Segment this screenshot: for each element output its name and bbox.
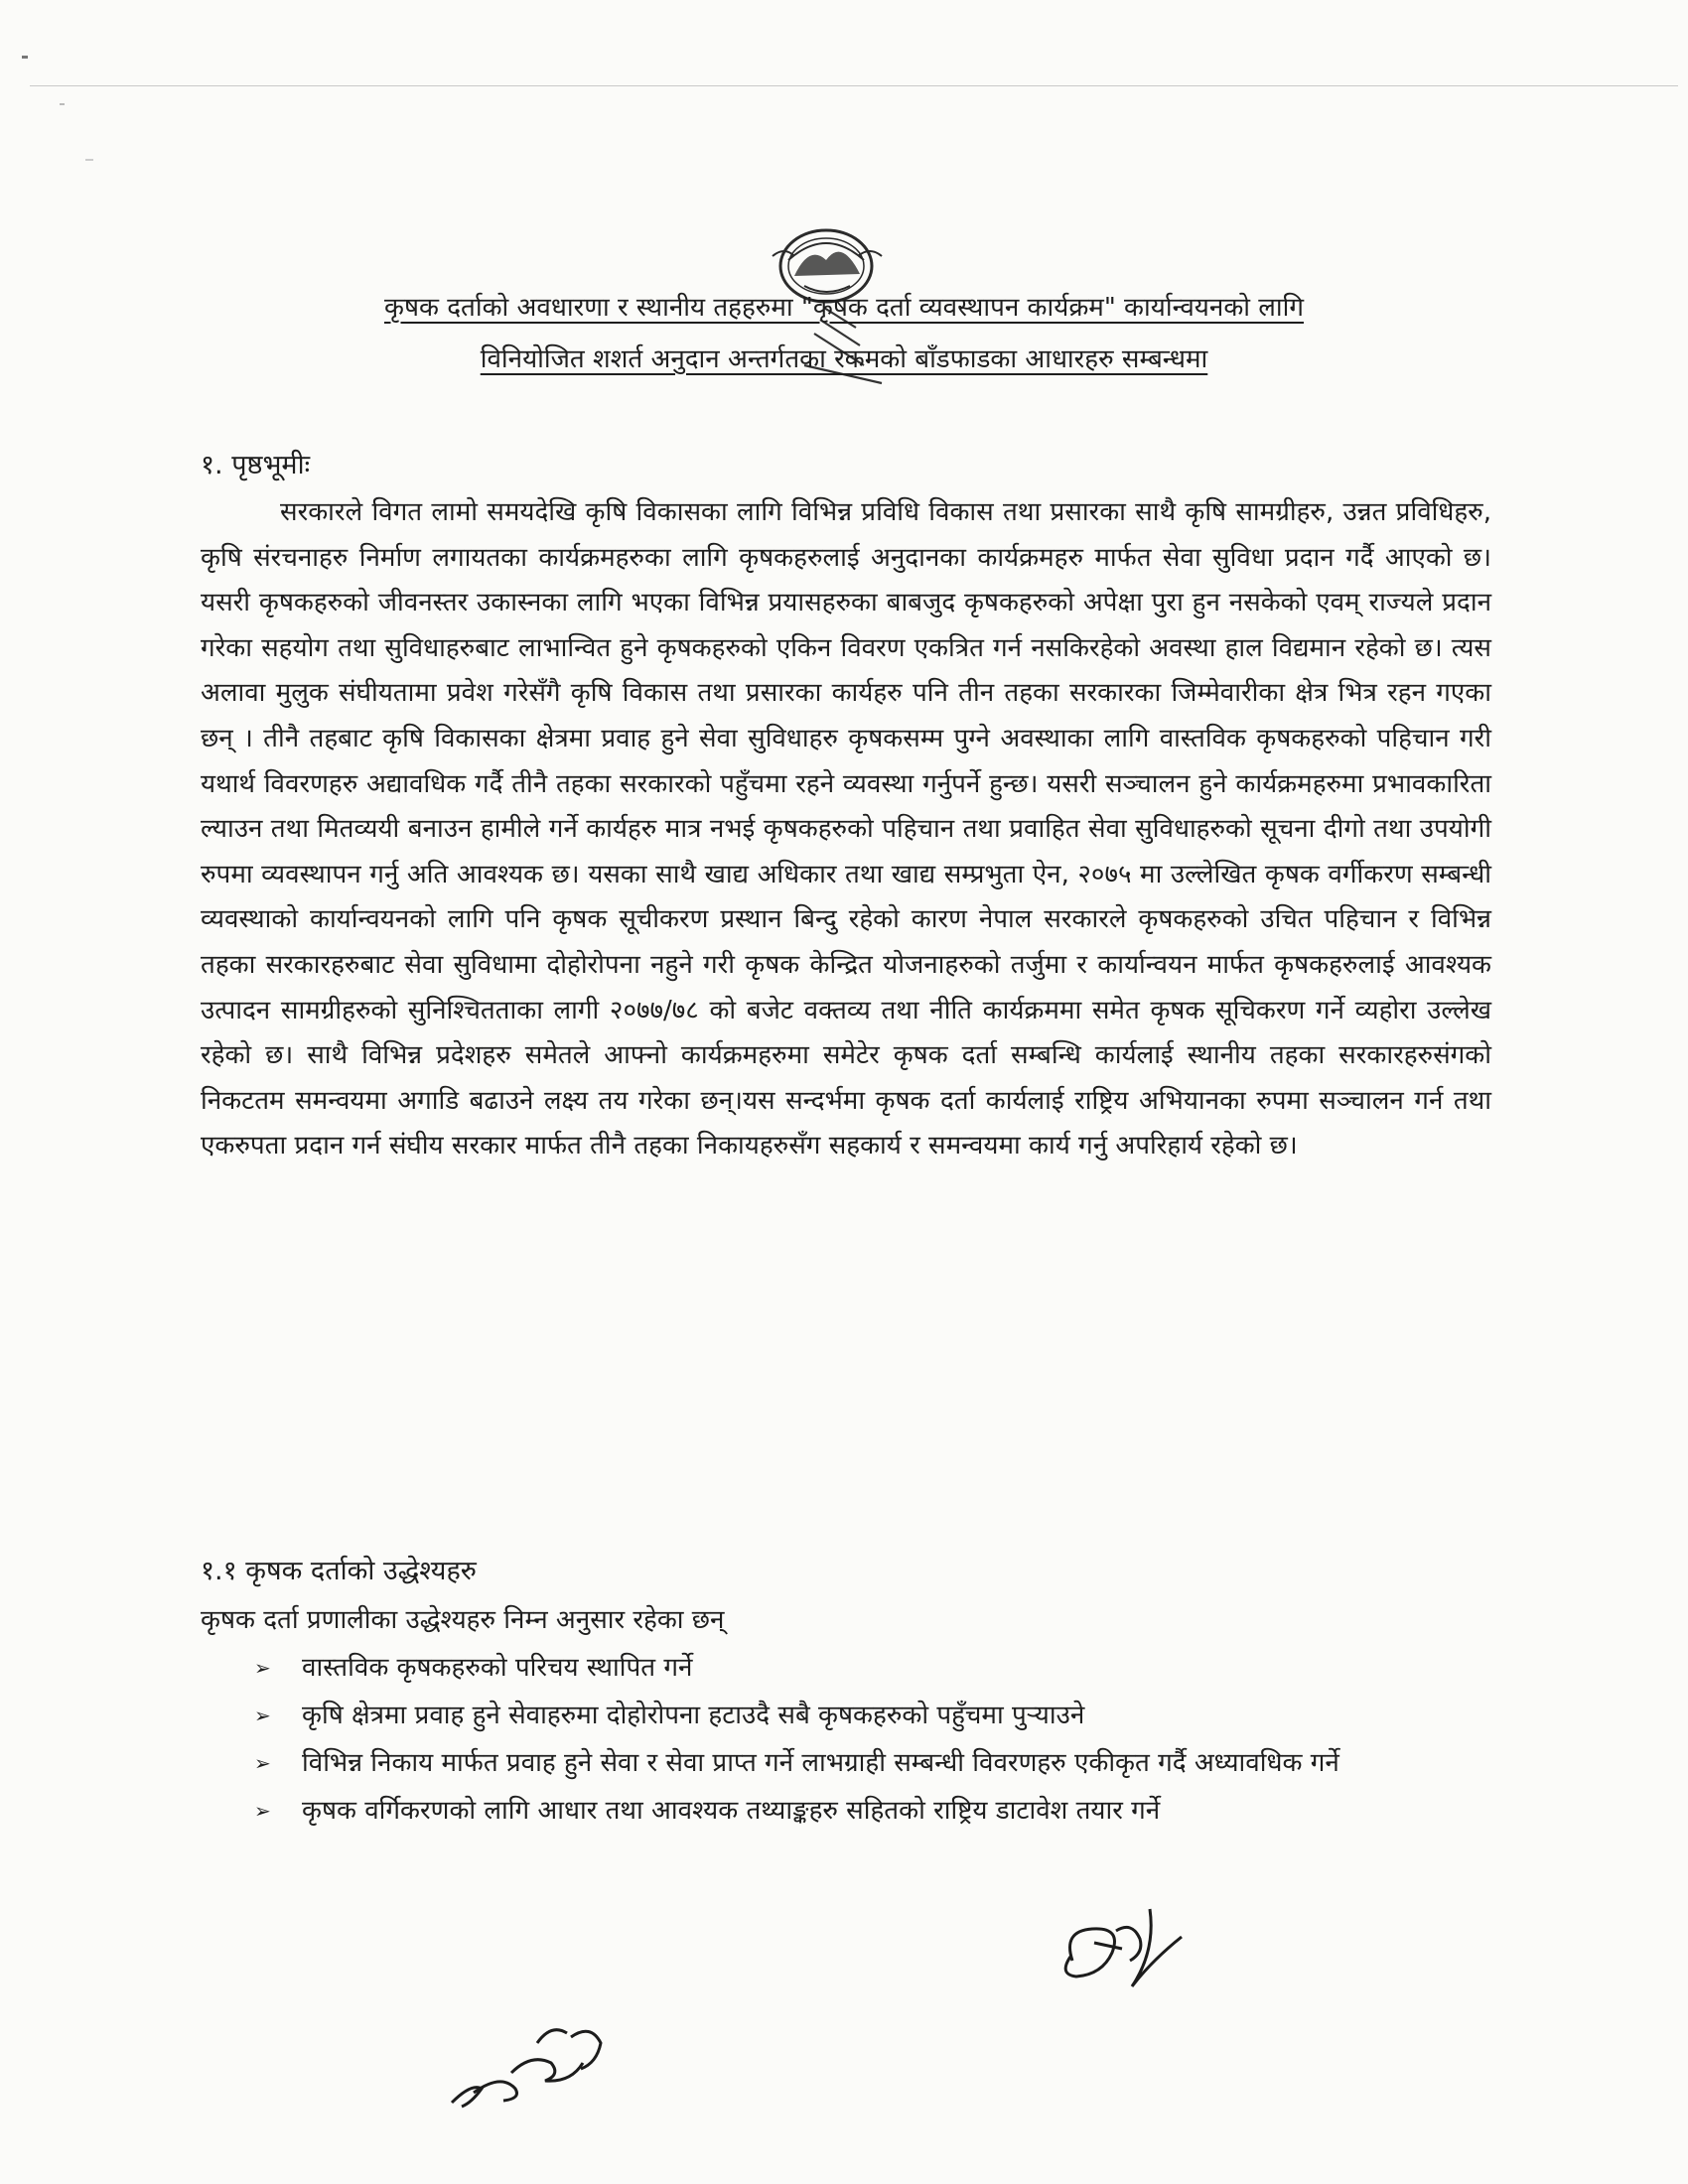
document-title-line1: कृषक दर्ताको अवधारणा र स्थानीय तहहरुमा "कृषक दर्ता व्यवस्थापन कार्यक्रम" कार्यान्वयनको लागि bbox=[383, 293, 1305, 323]
signature-left bbox=[442, 2003, 621, 2122]
list-item-text: कृषक वर्गिकरणको लागि आधार तथा आवश्यक तथ्याङ्कहरु सहितको राष्ट्रिय डाटावेश तयार गर्ने bbox=[302, 1796, 1161, 1826]
section1-heading: १. पृष्ठभूमीः bbox=[201, 450, 311, 480]
section1-paragraph: सरकारले विगत लामो समयदेखि कृषि विकासका लागि विभिन्न प्रविधि विकास तथा प्रसारका साथै कृषि सामग्रीहरु, उन्नत प्रविधिहरु, कृषि संरचनाहरु निर्माण लगायतका कार्यक्रमहरुका लागि कृषकहरुलाई अनुदानका कार्यक्रमहरु मार्फत सेवा सुविधा प्रदान गर्दै आएको छ। यसरी कृषकहरुको जीवनस्तर उकास्नका लागि भएका विभिन्न प्रयासहरुका बाबजुद कृषकहरुको अपेक्षा पुरा हुन नसकेको एवम् राज्यले प्रदान गरेका सहयोग तथा सुविधाहरुबाट लाभान्वित हुने कृषकहरुको एकिन विवरण एकत्रित गर्न नसकिरहेको अवस्था हाल विद्यमान रहेको छ। त्यस अलावा मुलुक संघीयतामा प्रवेश गरेसँगै कृषि विकास तथा प्रसारका कार्यहरु पनि तीन तहका सरकारका जिम्मेवारीका क्षेत्र भित्र रहन गएका छन् । तीनै तहबाट कृषि विकासका क्षेत्रमा प्रवाह हुने सेवा सुविधाहरु कृषकसम्म पुग्ने अवस्थाका लागि वास्तविक कृषकहरुको पहिचान गरी यथार्थ विवरणहरु अद्यावधिक गर्दै तीनै तहका सरकारको पहुँचमा रहने व्यवस्था गर्नुपर्ने हुन्छ। यसरी सञ्चालन हुने कार्यक्रमहरुमा प्रभावकारिता ल्याउन तथा मितव्ययी बनाउन हामीले गर्ने कार्यहरु मात्र नभई कृषकहरुको पहिचान तथा प्रवाहित सेवा सुविधाहरुको सूचना दीगो तथा उपयोगी रुपमा व्यवस्थापन गर्नु अति आवश्यक छ। यसका साथै खाद्य अधिकार तथा खाद्य सम्प्रभुता ऐन, २०७५ मा उल्लेखित कृषक वर्गीकरण सम्बन्धी व्यवस्थाको कार्यान्वयनको लागि पनि कृषक सूचीकरण प्रस्थान बिन्दु रहेको कारण नेपाल सरकारले कृषकहरुको उचित पहिचान र विभिन्न तहका सरकारहरुबाट सेवा सुविधामा दोहोरोपना नहुने गरी कृषक केन्द्रित योजनाहरुको तर्जुमा र कार्यान्वयन मार्फत कृषकहरुलाई आवश्यक उत्पादन सामग्रीहरुको सुनिश्चितताका लागी २०७७/७८ को बजेट वक्तव्य तथा नीति कार्यक्रममा समेत कृषक सूचिकरण गर्ने व्यहोरा उल्लेख रहेको छ। साथै विभिन्न प्रदेशहरु समेतले आफ्नो कार्यक्रमहरुमा समेटेर कृषक दर्ता सम्बन्धि कार्यलाई स्थानीय तहका सरकारहरुसंगको निकटतम समन्वयमा अगाडि बढाउने लक्ष्य तय गरेका छन्।यस सन्दर्भमा कृषक दर्ता कार्यलाई राष्ट्रिय अभियानका रुपमा सञ्चालन गर्न तथा एकरुपता प्रदान गर्न संघीय सरकार मार्फत तीनै तहका निकायहरुसँग सहकार्य र समन्वयमा कार्य गर्नु अपरिहार्य रहेको छ। bbox=[201, 497, 1491, 1161]
objectives-list bbox=[250, 1646, 1491, 1837]
list-item bbox=[250, 1741, 1491, 1785]
document-title-line2: विनियोजित शशर्त अनुदान अन्तर्गतका रकमको बाँडफाडका आधारहरु सम्बन्धमा bbox=[480, 344, 1208, 374]
section1-1-heading: १.१ कृषक दर्ताको उद्धेश्यहरु bbox=[201, 1556, 477, 1586]
scan-speck bbox=[22, 56, 28, 59]
scan-speck bbox=[85, 159, 93, 161]
list-item bbox=[250, 1789, 1491, 1833]
list-item bbox=[250, 1646, 1491, 1690]
objectives-intro: कृषक दर्ता प्रणालीका उद्धेश्यहरु निम्न अनुसार रहेका छन् bbox=[201, 1605, 725, 1635]
arrow-bullet-icon: ➢ bbox=[254, 1799, 271, 1823]
arrow-bullet-icon: ➢ bbox=[254, 1704, 271, 1727]
scan-speck bbox=[60, 103, 65, 105]
list-item bbox=[250, 1694, 1491, 1737]
list-item-text: विभिन्न निकाय मार्फत प्रवाह हुने सेवा र सेवा प्राप्त गर्ने लाभग्राही सम्बन्धी विवरणहरु एकीकृत गर्दै अध्यावधिक गर्ने bbox=[302, 1748, 1339, 1778]
arrow-bullet-icon: ➢ bbox=[254, 1751, 271, 1775]
scan-top-rule bbox=[30, 85, 1678, 86]
list-item-text: कृषि क्षेत्रमा प्रवाह हुने सेवाहरुमा दोहोरोपना हटाउदै सबै कृषकहरुको पहुँचमा पुऱ्याउने bbox=[302, 1701, 1085, 1730]
arrow-bullet-icon: ➢ bbox=[254, 1656, 271, 1680]
list-item-text: वास्तविक कृषकहरुको परिचय स्थापित गर्ने bbox=[302, 1653, 693, 1683]
signature-right bbox=[1053, 1891, 1201, 2010]
